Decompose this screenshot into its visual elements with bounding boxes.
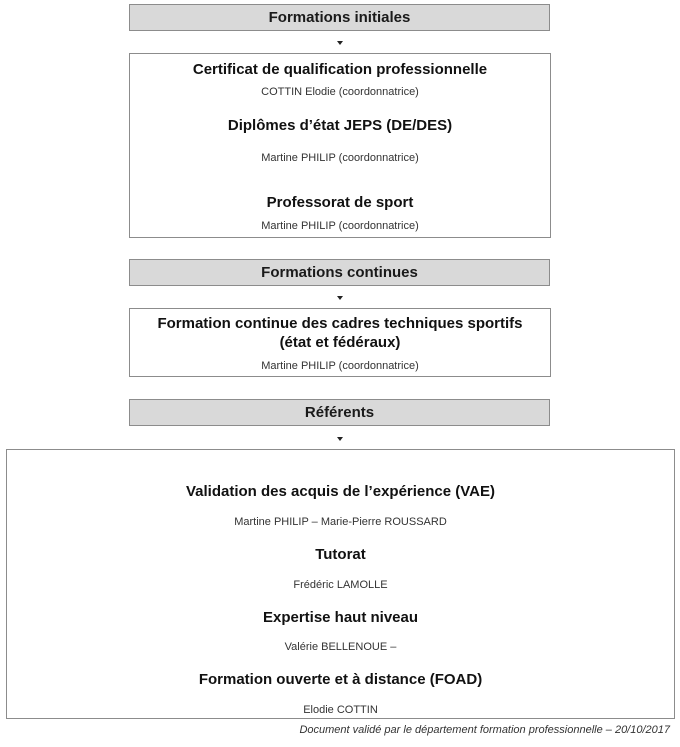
- section-header-referents: Référents: [129, 399, 550, 426]
- item-coordinator-professorat: Martine PHILIP (coordonnatrice): [261, 220, 419, 232]
- item-title-formation-continue-line2: (état et fédéraux): [279, 334, 401, 351]
- formations-initiales-box: [129, 53, 551, 238]
- formations-continues-box: [129, 308, 551, 377]
- footer-note: Document validé par le département formation professionnelle – 20/10/2017: [299, 724, 670, 736]
- section-header-formations-continues: Formations continues: [129, 259, 550, 286]
- item-title-expertise: Expertise haut niveau: [262, 609, 419, 626]
- item-coordinator-vae: Martine PHILIP – Marie-Pierre ROUSSARD: [234, 516, 447, 528]
- item-title-cqp: Certificat de qualification professionnelle: [192, 61, 488, 78]
- arrow-down-icon: [337, 41, 343, 45]
- item-coordinator-jeps: Martine PHILIP (coordonnatrice): [261, 152, 419, 164]
- item-title-formation-continue-line1: Formation continue des cadres techniques sportifs: [157, 315, 523, 332]
- item-title-foad: Formation ouverte et à distance (FOAD): [198, 671, 483, 688]
- section-header-formations-initiales: Formations initiales: [129, 4, 550, 31]
- item-coordinator-cqp: COTTIN Elodie (coordonnatrice): [261, 86, 419, 98]
- item-title-jeps: Diplômes d’état JEPS (DE/DES): [227, 117, 453, 134]
- item-coordinator-expertise: Valérie BELLENOUE –: [284, 641, 397, 653]
- item-title-professorat: Professorat de sport: [266, 194, 414, 211]
- item-coordinator-tutorat: Frédéric LAMOLLE: [293, 579, 388, 591]
- referents-box: [6, 449, 675, 719]
- item-title-tutorat: Tutorat: [315, 546, 366, 563]
- item-coordinator-foad: Elodie COTTIN: [303, 704, 378, 716]
- arrow-down-icon: [337, 437, 343, 441]
- arrow-down-icon: [337, 296, 343, 300]
- item-coordinator-formation-continue: Martine PHILIP (coordonnatrice): [261, 360, 419, 372]
- item-title-vae: Validation des acquis de l’expérience (VAE): [186, 483, 495, 500]
